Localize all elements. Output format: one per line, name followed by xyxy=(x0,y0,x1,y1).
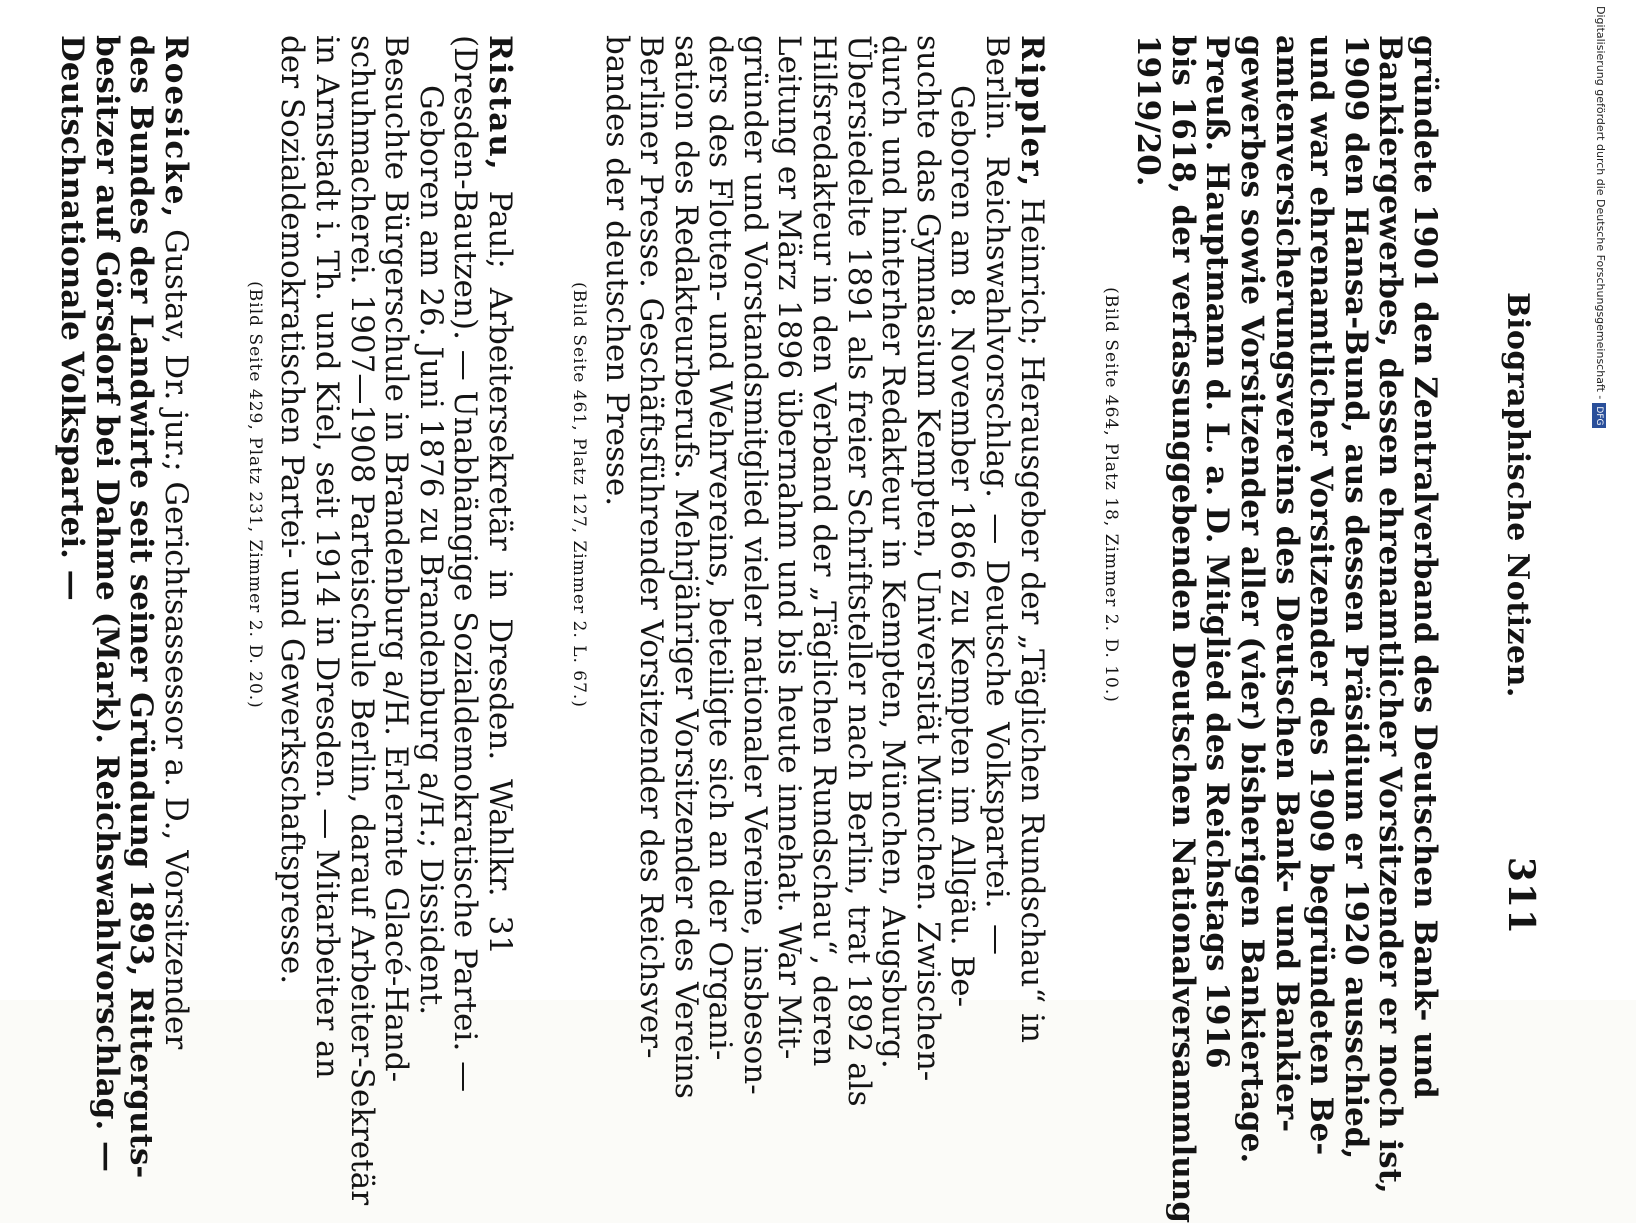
biography-entry xyxy=(1091,35,1443,1223)
text-line: Besuchte Bürgerschule in Brandenburg a/H. Erlernte Glacé-Hand- xyxy=(378,35,415,1083)
entry-name: Roesicke, xyxy=(157,35,194,220)
text-line: amtenversicherungsvereins des Deutschen Bank- und Bankier- xyxy=(1268,35,1305,1133)
text-line: Bankiergewerbes, dessen ehrenamtlicher Vorsitzender er noch ist, xyxy=(1372,35,1409,1194)
biography-entry xyxy=(54,35,194,1179)
dfg-logo: DFG xyxy=(1592,403,1606,428)
text-line: gründete 1901 den Zentralverband des Deutschen Bank- und xyxy=(1407,35,1443,1099)
text-line: 1919/20. xyxy=(1130,35,1167,187)
photo-caption: (Bild Seite 461, Platz 127, Zimmer 2. L. 67.) xyxy=(568,282,589,708)
text-line: Berliner Presse. Geschäftsführender Vorsitzender des Reichsver- xyxy=(633,35,670,1059)
photo-caption: (Bild Seite 464, Platz 18, Zimmer 2. D. 10.) xyxy=(1100,287,1121,703)
text-line: gründer und Vorstandsmitglied vieler nationaler Vereine, insbeson- xyxy=(736,35,773,1095)
text-line: Heinrich; Herausgeber der „Täglichen Rundschau“ in xyxy=(1013,198,1050,1043)
text-line: Gustav, Dr. jur.; Gerichtsassessor a. D., Vorsitzender xyxy=(157,229,194,1050)
text-line: gewerbes sowie Vorsitzender aller (vier) bisherigen Bankiertage. xyxy=(1234,35,1271,1164)
text-line: bandes der deutschen Presse. xyxy=(598,35,635,507)
credit-text: Digitalisierung gefördert durch die Deutsche Forschungsgemeinschaft - xyxy=(1594,6,1607,400)
text-line: schuhmacherei. 1907—1908 Parteischule Berlin, darauf Arbeiter-Sekretär xyxy=(343,35,380,1206)
text-line: Hilfsredakteur in den Verband der „Täglichen Rundschau“, deren xyxy=(806,35,843,1067)
biography-entry xyxy=(235,35,518,1206)
text-line: des Bundes der Landwirte seit seiner Gründung 1893, Ritterguts- xyxy=(123,35,160,1179)
digitization-credit xyxy=(1592,6,1608,666)
entry-name: Rippler, xyxy=(1013,35,1050,189)
text-line: suchte das Gymnasium Kempten, Universität München. Zwischen- xyxy=(909,35,946,1082)
page-header xyxy=(1442,35,1560,955)
text-line: Geboren am 8. November 1866 zu Kempten im Allgäu. Be- xyxy=(944,85,981,1008)
page-number: 311 xyxy=(1500,856,1542,935)
book-page xyxy=(40,25,1560,1223)
biography-entry xyxy=(559,35,1050,1107)
page-title: Biographische Notizen. xyxy=(1500,292,1535,698)
text-line: 1909 den Hansa-Bund, aus dessen Präsidium er 1920 ausschied, xyxy=(1337,35,1374,1160)
text-line: Deutschnationale Volkspartei. — xyxy=(54,35,90,601)
text-line: der Sozialdemokratischen Partei- und Gewerkschaftspresse. xyxy=(274,35,311,985)
text-line: Geboren am 26. Juni 1876 zu Brandenburg a/H.; Dissident. xyxy=(412,85,449,1016)
text-line: (Dresden-Bautzen). — Unabhängige Sozialdemokratische Partei. — xyxy=(447,35,484,1093)
text-line: besitzer auf Görsdorf bei Dahme (Mark). Reichswahlvorschlag. — xyxy=(88,35,125,1173)
text-line: Übersiedelte 1891 als freier Schriftsteller nach Berlin, trat 1892 als xyxy=(840,35,877,1107)
text-line: ders des Flotten- und Wehrvereins, beteiligte sich an der Organi- xyxy=(702,35,739,1061)
text-line: Berlin. Reichswahlvorschlag. — Deutsche Volkspartei. — xyxy=(979,35,1016,955)
text-line: Paul; Arbeitersekretär in Dresden. Wahlkr. 31 xyxy=(481,190,518,955)
text-line: und war ehrenamtlicher Vorsitzender des 1909 begründeten Be- xyxy=(1303,35,1340,1156)
text-line: Preuß. Hauptmann d. L. a. D. Mitglied des Reichstags 1916 xyxy=(1199,35,1236,1069)
text-line: durch und hinterher Redakteur in Kempten, München, Augsburg. xyxy=(875,35,912,1069)
text-line: Leitung er März 1896 übernahm und bis heute innehat. War Mit- xyxy=(771,35,808,1060)
entry-name: Ristau, xyxy=(481,35,518,172)
text-line: bis 1618, der verfassunggebenden Deutschen Nationalversammlung xyxy=(1164,35,1201,1223)
text-line: sation des Redakteurberufs. Mehrjähriger Vorsitzender des Vereins xyxy=(667,35,704,1099)
photo-caption: (Bild Seite 429, Platz 231, Zimmer 2. D. 20.) xyxy=(244,281,265,709)
text-line: in Arnstadt i. Th. und Kiel, seit 1914 in Dresden. — Mitarbeiter an xyxy=(308,35,345,1079)
